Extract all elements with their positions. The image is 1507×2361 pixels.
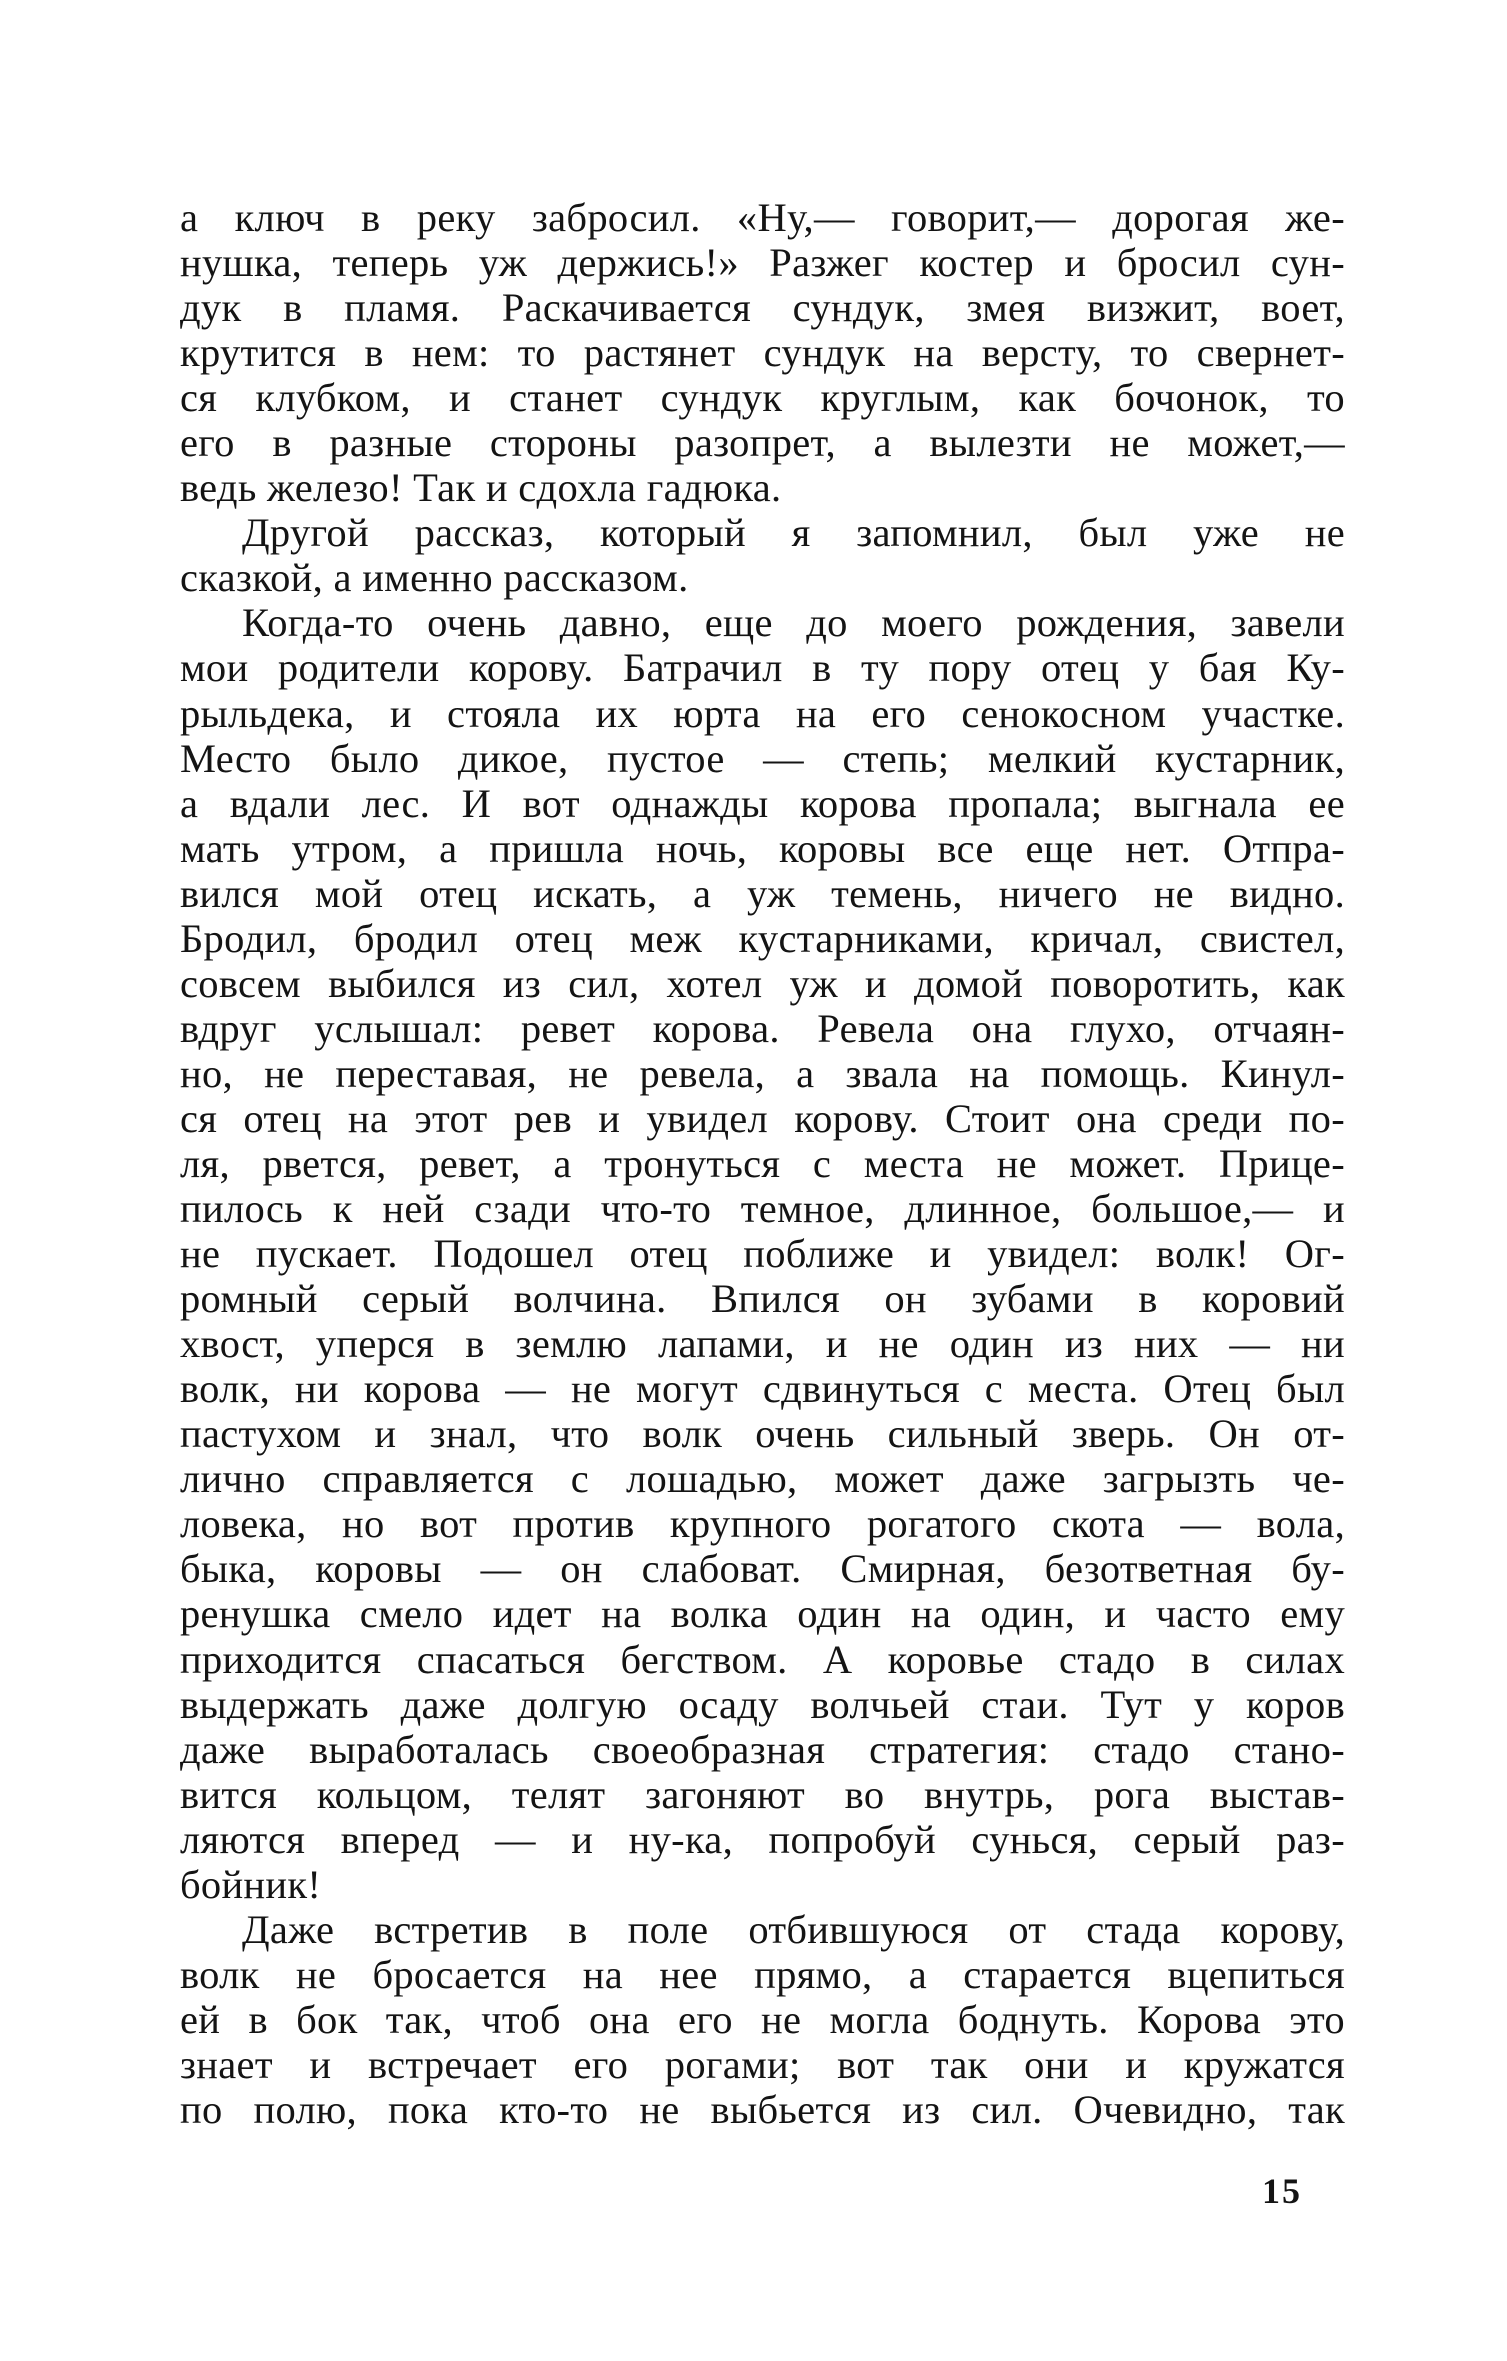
text-line: нушка, теперь уж держись!» Разжег костер и бросил сун- <box>180 240 1345 286</box>
text-line: рыльдека, и стояла их юрта на его сенокосном участке. <box>180 690 1345 736</box>
text-line: а вдали лес. И вот однажды корова пропала; выгнала ее <box>180 780 1345 826</box>
text-line: ведь железо! Так и сдохла гадюка. <box>180 465 782 511</box>
text-line: выдержать даже долгую осаду волчьей стаи. Тут у коров <box>180 1681 1345 1727</box>
text-line: ля, рвется, ревет, а тронуться с места не может. Прице- <box>180 1140 1345 1186</box>
text-line: вится кольцом, телят загоняют во внутрь, рога выстав- <box>180 1771 1345 1817</box>
text-line: ей в бок так, чтоб она его не могла боднуть. Корова это <box>180 1996 1345 2042</box>
text-line: приходится спасаться бегством. А коровье стадо в силах <box>180 1636 1345 1682</box>
text-line: Бродил, бродил отец меж кустарниками, кричал, свистел, <box>180 915 1345 961</box>
text-line: ромный серый волчина. Впился он зубами в коровий <box>180 1276 1345 1322</box>
text-line: лично справляется с лошадью, может даже загрызть че- <box>180 1456 1345 1502</box>
text-line: быка, коровы — он слабоват. Смирная, безответная бу- <box>180 1546 1345 1592</box>
text-line: вился мой отец искать, а уж темень, ничего не видно. <box>180 870 1345 916</box>
text-line: ся отец на этот рев и увидел корову. Стоит она среди по- <box>180 1095 1345 1141</box>
text-line: Когда-то очень давно, еще до моего рождения, завели <box>242 600 1345 646</box>
text-line: дук в пламя. Раскачивается сундук, змея визжит, воет, <box>180 285 1345 331</box>
text-line: сказкой, а именно рассказом. <box>180 555 689 601</box>
text-line: ренушка смело идет на волка один на один, и часто ему <box>180 1591 1345 1637</box>
text-line: Другой рассказ, который я запомнил, был уже не <box>242 510 1345 556</box>
text-line: пастухом и знал, что волк очень сильный зверь. Он от- <box>180 1411 1345 1457</box>
text-line: крутится в нем: то растянет сундук на версту, то свернет- <box>180 330 1345 376</box>
text-line: ся клубком, и станет сундук круглым, как бочонок, то <box>180 375 1345 421</box>
text-line: вдруг услышал: ревет корова. Ревела она глухо, отчаян- <box>180 1005 1345 1051</box>
text-line: его в разные стороны разопрет, а вылезти не может,— <box>180 420 1345 466</box>
text-line: ляются вперед — и ну-ка, попробуй сунься, серый раз- <box>180 1816 1345 1862</box>
text-line: Место было дикое, пустое — степь; мелкий кустарник, <box>180 735 1345 781</box>
text-line: а ключ в реку забросил. «Ну,— говорит,— дорогая же- <box>180 195 1345 240</box>
text-line: волк, ни корова — не могут сдвинуться с места. Отец был <box>180 1366 1345 1412</box>
text-body <box>180 195 1345 2132</box>
text-line: не пускает. Подошел отец поближе и увидел: волк! Ог- <box>180 1231 1345 1277</box>
text-line: по полю, пока кто-то не выбьется из сил. Очевидно, так <box>180 2086 1345 2132</box>
text-line: даже выработалась своеобразная стратегия: стадо стано- <box>180 1726 1345 1772</box>
text-line: мои родители корову. Батрачил в ту пору отец у бая Ку- <box>180 645 1345 691</box>
text-line: волк не бросается на нее прямо, а старается вцепиться <box>180 1951 1345 1997</box>
text-line: но, не переставая, не ревела, а звала на помощь. Кинул- <box>180 1050 1345 1096</box>
page-number: 15 <box>1262 2171 1302 2211</box>
text-line: Даже встретив в поле отбившуюся от стада корову, <box>242 1906 1345 1952</box>
text-line: знает и встречает его рогами; вот так они и кружатся <box>180 2041 1345 2087</box>
text-line: совсем выбился из сил, хотел уж и домой поворотить, как <box>180 960 1345 1006</box>
text-line: бойник! <box>180 1861 322 1907</box>
text-line: пилось к ней сзади что-то темное, длинное, большое,— и <box>180 1186 1345 1232</box>
text-line: хвост, уперся в землю лапами, и не один из них — ни <box>180 1321 1345 1367</box>
text-line: ловека, но вот против крупного рогатого скота — вола, <box>180 1501 1345 1547</box>
text-line: мать утром, а пришла ночь, коровы все еще нет. Отпра- <box>180 825 1345 871</box>
